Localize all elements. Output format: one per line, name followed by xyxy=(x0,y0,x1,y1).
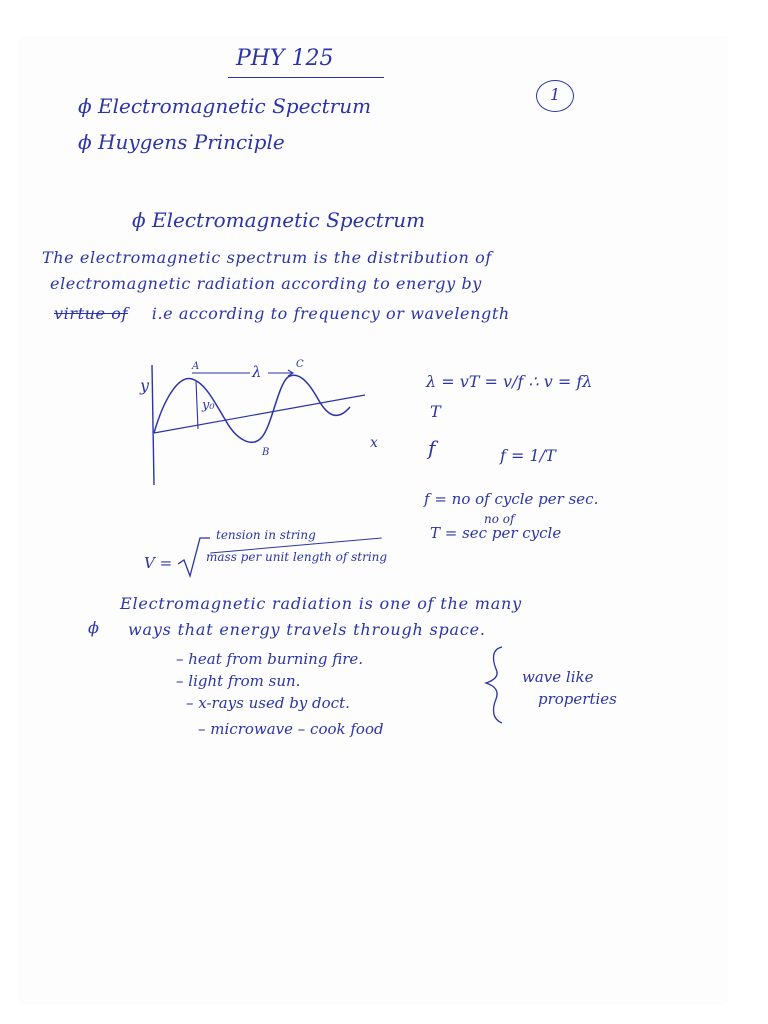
topic-1 xyxy=(78,94,371,118)
bracket-note-line-1: wave like xyxy=(522,668,594,686)
topic-text: Huygens Principle xyxy=(98,130,285,154)
x-axis-line xyxy=(154,395,365,433)
sine-wave xyxy=(154,375,350,442)
definition-line-2: electromagnetic radiation according to energy by xyxy=(50,274,482,293)
definition-line-3-text: i.e according to frequency or wavelength xyxy=(151,304,510,323)
amplitude-label: y₀ xyxy=(202,398,215,413)
y-axis-line xyxy=(152,365,154,485)
t-definition-superscript: no of xyxy=(484,512,515,526)
f-definition: f = no of cycle per sec. xyxy=(424,490,599,508)
bracket-note-line-2: properties xyxy=(538,690,617,708)
t-symbol: T xyxy=(430,402,441,421)
lambda-formula: λ = vT = v/f ∴ v = fλ xyxy=(426,372,593,391)
example-1: – heat from burning fire. xyxy=(176,650,364,668)
amplitude-line xyxy=(196,381,198,429)
example-2: – light from sun. xyxy=(176,672,301,690)
crest-a-label: A xyxy=(192,361,200,372)
radiation-line-1: Electromagnetic radiation is one of the many xyxy=(120,594,523,613)
curly-brace xyxy=(482,645,512,725)
section-heading-text: Electromagnetic Spectrum xyxy=(152,208,426,232)
topic-bullet: ϕ xyxy=(78,94,92,118)
velocity-prefix: V = xyxy=(144,554,173,572)
example-4: – microwave – cook food xyxy=(198,720,384,738)
page-number: 1 xyxy=(550,85,561,104)
f-symbol: f xyxy=(428,436,436,460)
paper-sheet xyxy=(20,38,726,1003)
t-definition: T = sec per cycle xyxy=(430,524,562,542)
wavelength-arrow xyxy=(192,370,293,376)
example-3: – x-rays used by doct. xyxy=(186,694,350,712)
radiation-bullet: ϕ xyxy=(88,618,99,637)
section-bullet: ϕ xyxy=(132,208,146,232)
topic-bullet: ϕ xyxy=(78,130,92,154)
definition-line-1: The electromagnetic spectrum is the distribution of xyxy=(42,248,492,267)
title-underline xyxy=(228,77,384,78)
f-formula: f = 1/T xyxy=(500,446,556,465)
x-axis-label: x xyxy=(370,435,378,451)
velocity-denominator: mass per unit length of string xyxy=(206,550,388,564)
trough-b-label: B xyxy=(262,447,270,458)
wave-diagram xyxy=(140,355,390,495)
velocity-numerator: tension in string xyxy=(216,528,316,542)
topic-2 xyxy=(78,130,285,154)
definition-line-3 xyxy=(54,304,510,323)
struck-text: virtue of xyxy=(54,304,129,323)
lambda-label: λ xyxy=(252,363,262,381)
y-axis-label: y xyxy=(140,376,150,395)
radiation-line-2: ways that energy travels through space. xyxy=(128,620,486,639)
page-title: PHY 125 xyxy=(236,46,334,71)
sqrt-sign xyxy=(176,534,210,580)
topic-text: Electromagnetic Spectrum xyxy=(98,94,372,118)
section-heading xyxy=(132,208,425,232)
page-number-badge xyxy=(536,80,574,112)
crest-c-label: C xyxy=(296,359,304,370)
